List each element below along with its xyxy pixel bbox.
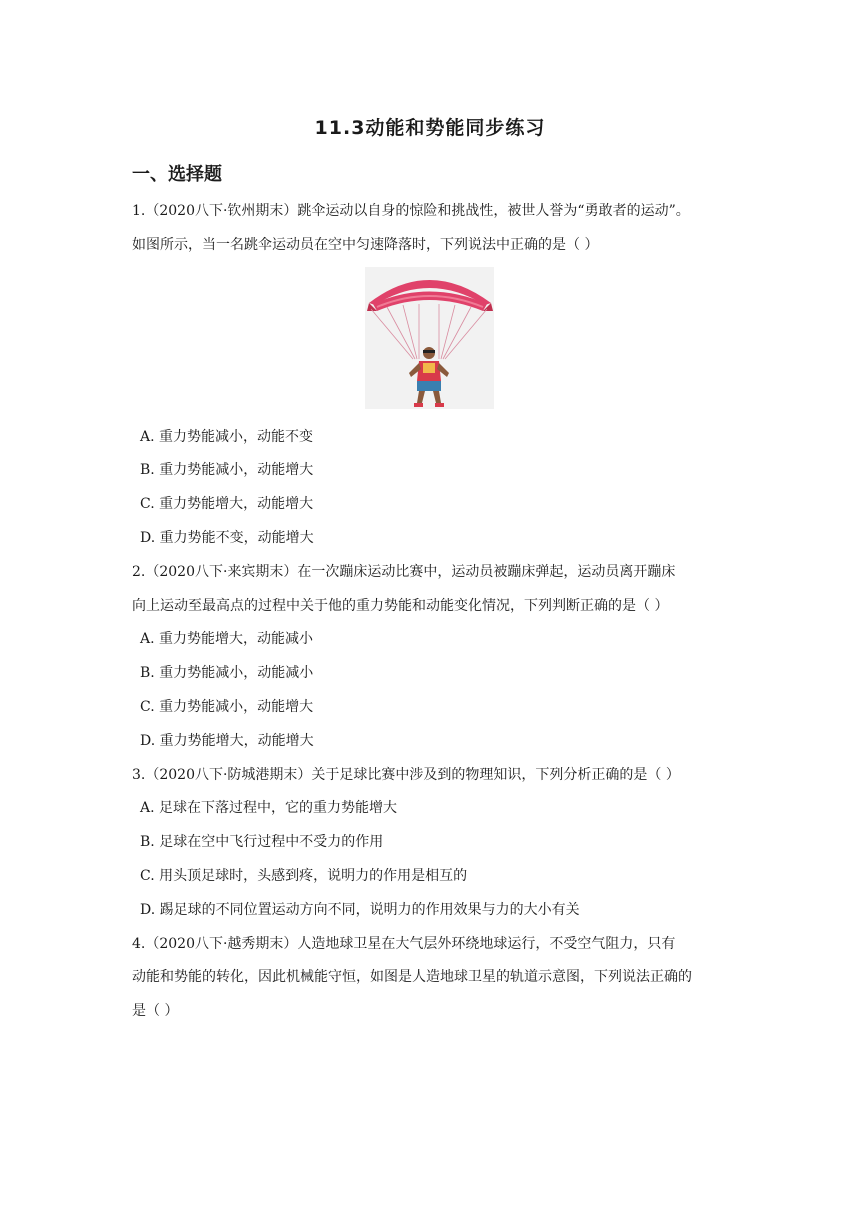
question-4-line-2: 动能和势能的转化，因此机械能守恒，如图是人造地球卫星的轨道示意图，下列说法正确的 bbox=[132, 969, 692, 985]
question-3-option-d: D. 踢足球的不同位置运动方向不同，说明力的作用效果与力的大小有关 bbox=[140, 902, 580, 918]
question-2-option-d: D. 重力势能增大，动能增大 bbox=[140, 733, 314, 749]
question-2-option-c: C. 重力势能减小，动能增大 bbox=[140, 699, 314, 715]
question-2-line-2: 向上运动至最高点的过程中关于他的重力势能和动能变化情况，下列判断正确的是（ ） bbox=[132, 598, 669, 614]
parachutist-illustration bbox=[365, 267, 494, 409]
section-heading: 一、选择题 bbox=[132, 164, 222, 185]
question-3-option-c: C. 用头顶足球时，头感到疼，说明力的作用是相互的 bbox=[140, 868, 468, 884]
question-1-line-1: 1.（2020八下·钦州期末）跳伞运动以自身的惊险和挑战性，被世人誉为“勇敢者的运动”。 bbox=[132, 203, 690, 219]
question-3-option-b: B. 足球在空中飞行过程中不受力的作用 bbox=[140, 834, 384, 850]
page-title: 11.3动能和势能同步练习 bbox=[314, 117, 546, 139]
question-1-line-2: 如图所示，当一名跳伞运动员在空中匀速降落时，下列说法中正确的是（ ） bbox=[132, 237, 599, 253]
question-1-option-c: C. 重力势能增大，动能增大 bbox=[140, 496, 314, 512]
parachutist-image bbox=[365, 267, 494, 409]
question-3-line-1: 3.（2020八下·防城港期末）关于足球比赛中涉及到的物理知识，下列分析正确的是（ ） bbox=[132, 767, 680, 783]
question-2-option-a: A. 重力势能增大，动能减小 bbox=[140, 631, 314, 647]
question-1-option-a: A. 重力势能减小，动能不变 bbox=[140, 429, 314, 445]
question-1-option-d: D. 重力势能不变，动能增大 bbox=[140, 530, 314, 546]
question-3-option-a: A. 足球在下落过程中，它的重力势能增大 bbox=[140, 800, 398, 816]
question-2-line-1: 2.（2020八下·来宾期末）在一次蹦床运动比赛中，运动员被蹦床弹起，运动员离开蹦床 bbox=[132, 564, 676, 580]
question-2-option-b: B. 重力势能减小，动能减小 bbox=[140, 665, 314, 681]
question-1-option-b: B. 重力势能减小，动能增大 bbox=[140, 462, 314, 478]
question-4-line-3: 是（ ） bbox=[132, 1003, 179, 1019]
question-4-line-1: 4.（2020八下·越秀期末）人造地球卫星在大气层外环绕地球运行，不受空气阻力，只有 bbox=[132, 936, 676, 952]
